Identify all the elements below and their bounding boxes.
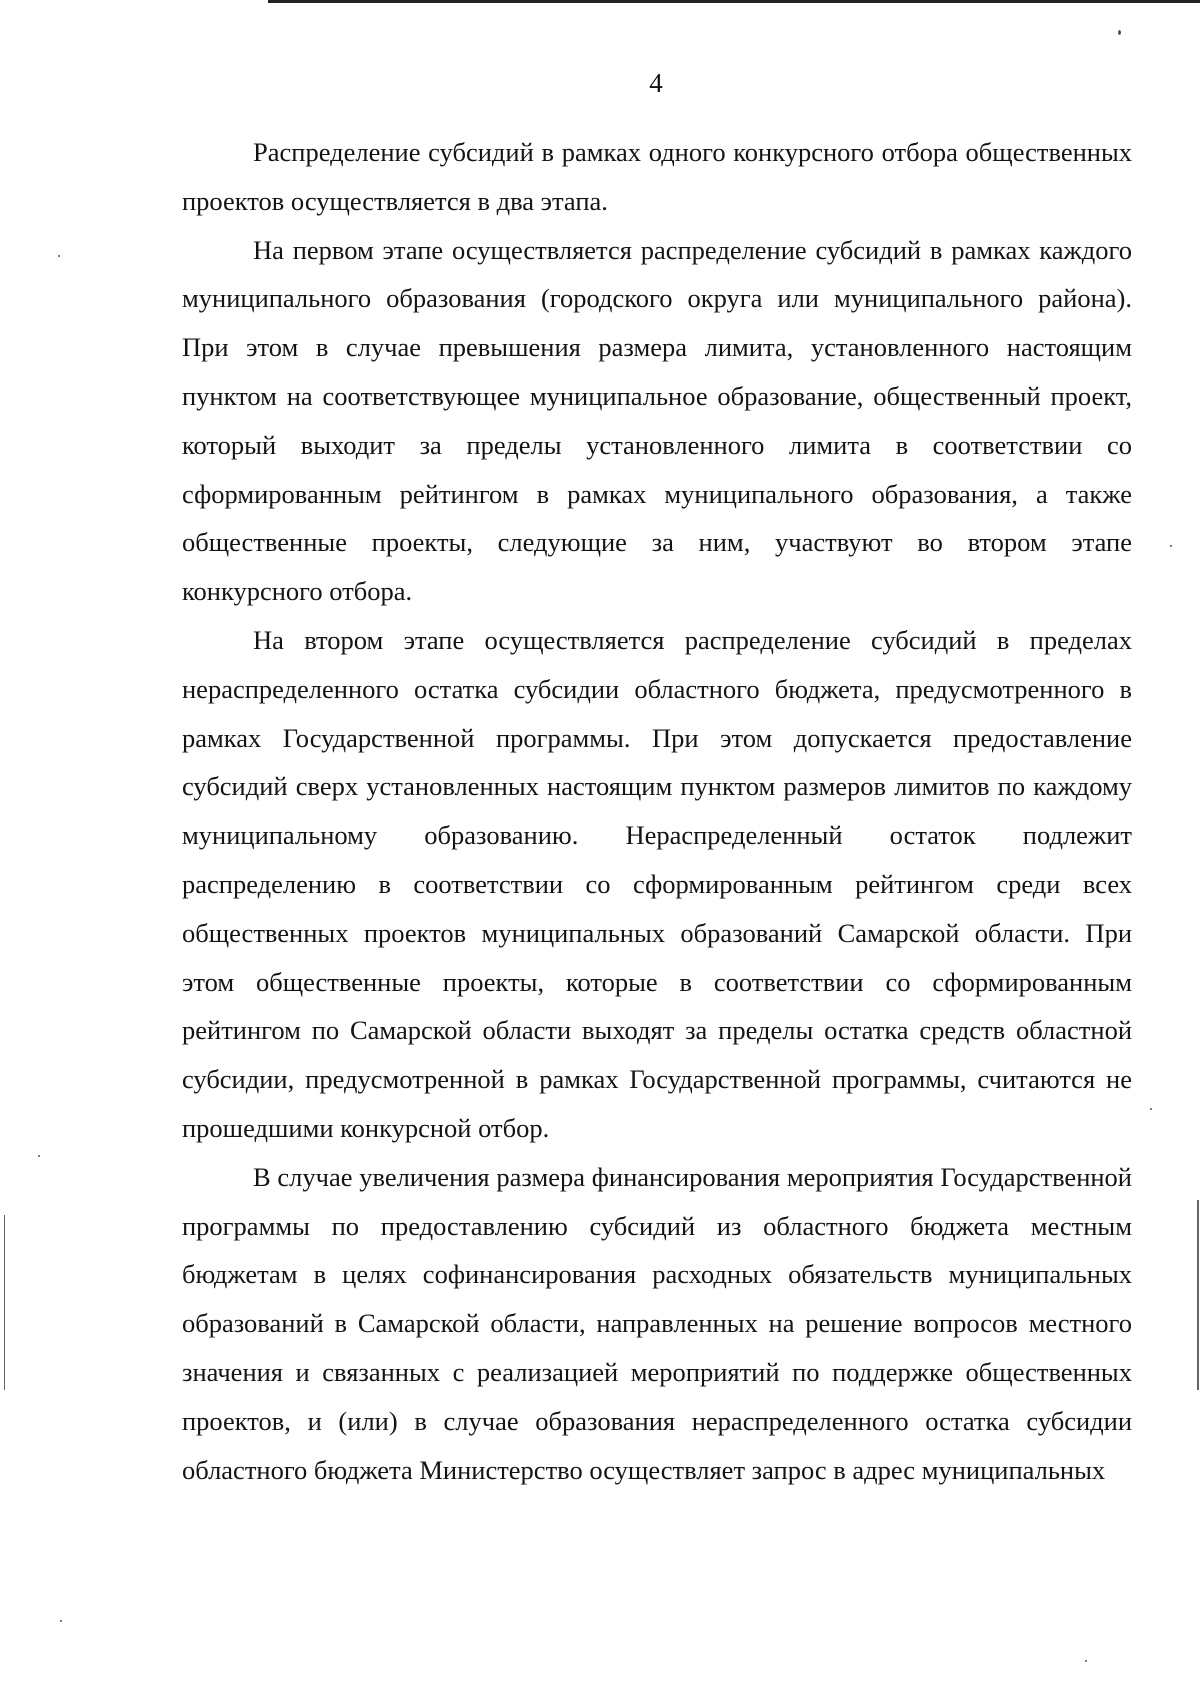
scan-edge-line: [1197, 1200, 1199, 1390]
document-body: [182, 128, 1132, 1494]
top-border-line: [268, 0, 1200, 3]
page-number: 4: [649, 68, 663, 98]
scan-speck: [60, 1620, 62, 1622]
scan-speck: [1150, 1108, 1152, 1110]
paragraph-3: На втором этапе осуществляется распределение субсидий в пределах нераспределенного остатка субсидии областного бюджета, предусмотренного в рамках Государственной программы. При этом допускается предоставление субсидий сверх установленных настоящим пунктом размеров лимитов по каждому муниципальному образованию. Нераспределенный остаток подлежит распределению в соответствии со сформированным рейтингом среди всех общественных проектов муниципальных образований Самарской области. При этом общественные проекты, которые в соответствии со сформированным рейтингом по Самарской области выходят за пределы остатка средств областной субсидии, предусмотренной в рамках Государственной программы, считаются не прошедшими конкурсной отбор.: [182, 624, 1132, 1143]
paragraph-2: На первом этапе осуществляется распределение субсидий в рамках каждого муниципального образования (городского округа или муниципального района). При этом в случае превышения размера лимита, установленного настоящим пунктом на соответствующее муниципальное образование, общественный проект, который выходит за пределы установленного лимита в соответствии со сформированным рейтингом в рамках муниципального образования, а также общественные проекты, следующие за ним, участвуют во втором этапе конкурсного отбора.: [182, 234, 1132, 607]
scan-speck: [1118, 30, 1121, 35]
scan-speck: [58, 255, 60, 257]
paragraph-1: Распределение субсидий в рамках одного конкурсного отбора общественных проектов осуществляется в два этапа.: [182, 137, 1132, 216]
paragraph-4: В случае увеличения размера финансирования мероприятия Государственной программы по предоставлению субсидий из областного бюджета местным бюджетам в целях софинансирования расходных обязательств муниципальных образований в Самарской области, направленных на решение вопросов местного значения и связанных с реализацией мероприятий по поддержке общественных проектов, и (или) в случае образования нераспределенного остатка субсидии областного бюджета Министерство осуществляет запрос в адрес муниципальных: [182, 1161, 1132, 1485]
scan-speck: [1170, 545, 1172, 547]
scan-speck: [38, 1155, 40, 1157]
scan-edge-line: [4, 1215, 5, 1390]
scan-speck: [1085, 1660, 1087, 1662]
